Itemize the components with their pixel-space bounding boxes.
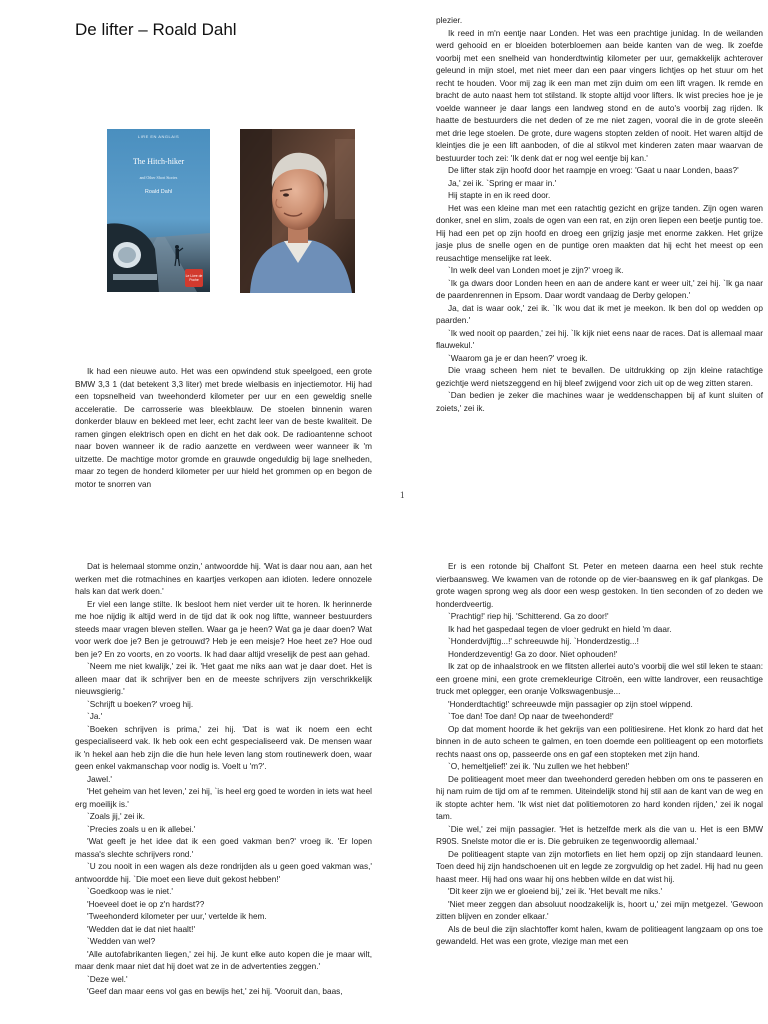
paragraph: `Dan bedien je zeker die machines waar je weddenschappen bij af kunt sluiten of zoiets,' zei ik. [436,391,763,413]
paragraph: Ik had een nieuwe auto. Het was een opwindend stuk speelgoed, een grote BMW 3,3 1 (dat betekent 3,3 liter) met brede wielbasis en injectiemotor. Hij had een topsnelheid van tweehonderd kilometer per uur en een geweldig snelle acceleratie. De carrosserie was bleekblauw. De stoelen binnenin waren donkerder blauw en bekleed met leer, echt zacht leer van de beste kwaliteit. De ramen gingen elektrisch open en dicht en het dak ook. De radioantenne schoot naar boven wanneer ik de radio aanzette en verdween weer wanneer ik 'm uitzette. De machtige motor gromde en grauwde ongeduldig bij lage snelheden, maar zo tegen de honderd kilometer per uur hield het grommen op en begon de motor te snorren van [75,367,372,489]
paragraph: Ja,' zei ik. `Spring er maar in.' [448,178,557,188]
paragraph: 'Honderdtachtig!' schreeuwde mijn passagier op zijn stoel wippend. [448,699,693,709]
paragraph: Er viel een lange stilte. Ik besloot hem niet verder uit te horen. Ik herinnerde me hoe nijdig ik altijd werd in de tijd dat ik ook nog liftte, wanneer bestuurders steeds maar vragen bleven stellen. Waar ga je heen? Wat ga je daar doen? Wat voor werk doe je? Ben je getrouwd? Heb je een meisje? Hoe heet ze? Hoe oud ben je? En zo voorts, en zo voorts. Ik had daar altijd vreselijk de pest aan gehad. [75,599,372,659]
paragraph: 'Geef dan maar eens vol gas en bewijs het,' zei hij. 'Vooruit dan, baas, [87,987,343,996]
paragraph: `O, hemeltjelief!' zei ik. 'Nu zullen we het hebben!' [448,762,630,771]
paragraph: `Honderdvijftig...!' schreeuwde hij. `Honderdzestig...! [448,637,639,646]
cover-book-title: The Hitch-hiker [132,157,185,166]
paragraph: Ja, dat is waar ook,' zei ik. `Ik wou dat ik met je meekon. Ik ben dol op wedden op paarden.' [436,303,763,325]
paragraph: De politieagent moet meer dan tweehonderd gereden hebben om ons te passeren en hij nam ruim de tijd om af te remmen. Uiteindelijk stond hij stil aan de kant van de weg en ik stopte achter hem. 'Ik wist niet dat politiemotoren zo hard konden rijden,' zei ik nogal tam. [436,774,763,821]
paragraph: `Ik wed nooit op paarden,' zei hij. `Ik kijk niet eens naar de races. Dat is allemaal maar flauwekul.' [436,328,763,350]
paragraph: `Precies zoals u en ik allebei.' [87,824,196,834]
paragraph: De politieagent stapte van zijn motorfiets en liet hem opzij op zijn standaard leunen. Toen deed hij zijn handschoenen uit en legde ze zorgvuldig op het zadel. Hij had nu geen haast meer. Hij had ons waar hij ons hebben wilde en dat wist hij. [436,849,763,884]
text-column-4 [436,561,763,949]
publisher-logo [185,269,203,287]
paragraph: 'Het geheim van het leven,' zei hij, `is heel erg goed te worden in iets wat heel erg moeilijk is.' [75,787,372,809]
paragraph: 'Alle autofabrikanten liegen,' zei hij. Je kunt elke auto kopen die je maar wilt, maar denk maar niet dat hij doet wat ze in de advertenties zeggen.' [75,949,372,971]
paragraph: `Neem me niet kwalijk,' zei ik. 'Het gaat me niks aan wat je daar doet. Het is alleen maar dat ik schrijver ben en de meeste schrijvers zijn verschrikkelijk nieuwsgierig.' [75,662,372,696]
cover-illustration [107,129,210,292]
portrait-illustration [240,129,355,293]
author-portrait-photo [240,129,355,293]
paragraph: Het was een kleine man met een ratachtig gezicht en grijze tanden. Zijn ogen waren donker, snel en slim, zoals de ogen van een rat, en zijn oren liepen een beetje puntig toe. Hij had een pet op zijn hoofd en droeg een grijzig jasje met enorme zakken. Het grijze jasje plus de snelle ogen en de puntige oren maakten dat hij echt het meest op een reusachtige menselijke rat leek. [436,203,763,263]
cover-series-label: LIRE EN ANGLAIS [137,134,180,139]
paragraph: `Wedden van wel? [87,937,156,946]
paragraph: `Zoals jij,' zei ik. [87,812,145,821]
text-column-1 [75,366,372,491]
paragraph: Ik reed in m'n eentje naar Londen. Het was een prachtige junidag. In de weilanden werd gehooid en er bloeiden boterbloemen aan beide kanten van de weg. Ik zoefde voorbij met een snelheid van honderdtwintig kilometer per uur, gemakkelijk achterover geleund in mijn stoel, met niet meer dan een paar vingers lichtjes op het stuur om het recht te houden. Voor mij zag ik een man met zijn duim om een lift vragen. Ik remde en bracht de auto naast hem tot stilstand. Ik stopte altijd voor lifters. Ik wist precies hoe je je voelde wanneer je daar langs een landweg stond en de auto's voorbij zag rijden. Ik haatte de bestuurders die net deden of ze me niet zagen, vooral die in de grote sleeën met drie lege stoelen. De grote, dure wagens stopten zelden of nooit. Het waren altijd de kleintjes die je een lift aanboden, of die al stikvol met kinderen zaten maar waarvan de bestuurder toch zei: 'Ik denk dat er nog wel eentje bij kan.' [436,28,763,163]
cover-book-subtitle: and Other Short Stories [139,175,178,180]
paragraph: 'Wat geeft je het idee dat ik een goed vakman ben?' vroeg ik. 'Er lopen massa's slechte schrijvers rond.' [75,837,372,859]
paragraph: Hij stapte in en ik reed door. [448,191,551,200]
text-column-2 [436,15,763,415]
paragraph: `U zou nooit in een wagen als deze rondrijden als u geen goed vakman was,' antwoordde hij. `Die moet een lieve duit gekost hebben!' [75,862,372,884]
paragraph: Als de beul die zijn slachtoffer komt halen, kwam de politieagent langzaam op ons toe gewandeld. Het was een grote, vlezige man met een [436,924,763,946]
paragraph: `Goedkoop was ie niet.' [87,887,173,896]
page-number: 1 [400,490,405,500]
paragraph: `Deze wel.' [87,974,128,984]
paragraph: `Boeken schrijven is prima,' zei hij. 'Dat is wat ik noem een echt gespecialiseerd vak. Ik heb ook een echt gespecialiseerd vak. De mensen waar ik 'n hekel aan heb zijn die die hun hele leven lang stom routinewerk doen, waar geen enkel vakmanschap voor nodig is. Voelt u 'm?'. [75,724,372,771]
paragraph: 'Hoeveel doet ie op z'n hardst?? [87,899,205,909]
paragraph: `Schrijft u boeken?' vroeg hij. [87,699,194,709]
paragraph: Honderdzeventig! Ga zo door. Niet ophouden!' [448,649,618,659]
paragraph: 'Tweehonderd kilometer per uur,' vertelde ik hem. [87,912,267,921]
paragraph: Jawel.' [87,774,112,784]
paragraph: `Prachtig!' riep hij. 'Schitterend. Ga zo door!' [448,612,609,621]
paragraph: Er is een rotonde bij Chalfont St. Peter en meteen daarna een heel stuk rechte vierbaansweg. We kwamen van de rotonde op de vier-baansweg en ik gaf plankgas. De grote wagen sprong weg als door een wesp gestoken. In tien seconden of zo deden we honderdveertig. [436,562,763,609]
paragraph: `Ja.' [87,712,103,721]
paragraph: Op dat moment hoorde ik het gekrijs van een politiesirene. Het klonk zo hard dat het binnen in de auto scheen te galmen, en toen doemde een politieagent op een motorfiets rechts naast ons op, passeerde ons en gaf een stopteken met zijn hand. [436,724,763,759]
document-title: De lifter – Roald Dahl [75,20,237,39]
paragraph: 'Niet meer zeggen dan absoluut noodzakelijk is, hoort u,' zei mijn metgezel. 'Gewoon zitten blijven en zonder elkaar.' [436,899,763,921]
paragraph: De lifter stak zijn hoofd door het raampje en vroeg: 'Gaat u naar Londen, baas?' [448,166,739,175]
paragraph: Dat is helemaal stomme onzin,' antwoordde hij. 'Wat is daar nou aan, aan het werken met die rotmachines en kaartjes verkopen aan idioten. Iedere onnozele hals kan dat werk doen.' [75,562,372,596]
paragraph: Ik had het gaspedaal tegen de vloer gedrukt en hield 'm daar. [448,624,672,634]
publisher-name: Le Livre de Poche [185,274,203,282]
paragraph: `Waarom ga je er dan heen?' vroeg ik. [448,353,588,363]
book-cover-image [107,129,210,292]
text-column-3 [75,561,372,999]
paragraph: `Toe dan! Toe dan! Op naar de tweehonderd!' [448,712,614,721]
cover-author: Roald Dahl [144,189,173,195]
paragraph: 'Dit keer zijn we er gloeiend bij,' zei ik. 'Het bevalt me niks.' [448,887,663,896]
paragraph: Ik zat op de inhaalstrook en we flitsten allerlei auto's voorbij die wel stil leken te staan: een groene mini, een grote cremekleurige Citroën, een witte landrover, een reusachtige truck met oplegger, een oranje Volkswagenbusje... [436,662,763,696]
paragraph: plezier. [436,16,463,25]
paragraph: Die vraag scheen hem niet te bevallen. De uitdrukking op zijn kleine ratachtige gezichtje werd nietszeggend en hij bleef zwijgend voor zich uit op de weg zitten staren. [436,366,763,388]
paragraph: 'Wedden dat ie dat niet haalt!' [87,924,196,934]
paragraph: `In welk deel van Londen moet je zijn?' vroeg ik. [448,266,624,275]
paragraph: `Ik ga dwars door Londen heen en aan de andere kant er weer uit,' zei hij. `Ik ga naar de paardenrennen in Epsom. Daar wordt vandaag de Derby gelopen.' [436,278,763,300]
paragraph: `Die wel,' zei mijn passagier. 'Het is hetzelfde merk als die van u. Het is een BMW R90S. Snelste motor die er is. Die gebruiken ze tegenwoordig allemaal.' [436,824,763,846]
